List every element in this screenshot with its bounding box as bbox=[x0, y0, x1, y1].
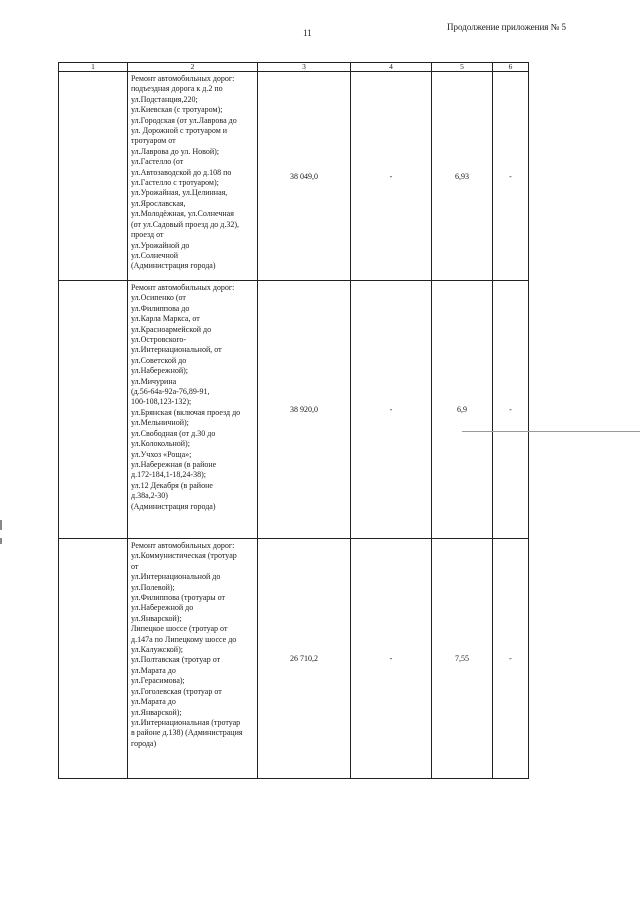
scan-edge-mark bbox=[0, 538, 2, 544]
continuation-caption: Продолжение приложения № 5 bbox=[447, 22, 567, 32]
table-row bbox=[59, 539, 529, 779]
description-line: ул.Марата до bbox=[131, 665, 176, 675]
description-line: ул.Набережной); bbox=[131, 366, 189, 376]
description-line: подъездная дорога к д.2 по bbox=[131, 84, 223, 94]
description-line: (от ул.Садовый проезд до д.32), bbox=[131, 219, 240, 229]
col4-value: - bbox=[351, 281, 432, 539]
length-value: 7,55 bbox=[432, 539, 493, 779]
description-line: в районе д.138) (Администрация bbox=[131, 728, 243, 738]
description-line: д.38а,2-30) bbox=[131, 491, 168, 501]
column-number: 4 bbox=[351, 63, 432, 72]
description-line: ул.Полтавская (тротуар от bbox=[131, 655, 221, 665]
description-line: ул.Автозаводской до д.108 по bbox=[131, 167, 232, 177]
description-line: ул.Филиппова (тротуары от bbox=[131, 593, 226, 603]
column-number-row bbox=[59, 63, 529, 72]
description-line: ул.Красноармейской до bbox=[131, 324, 212, 334]
description-line: ул.Полевой); bbox=[131, 582, 175, 592]
description-line: ул.Набережной до bbox=[131, 603, 194, 613]
row-cell-empty bbox=[59, 72, 128, 281]
description-line: ул.Январской); bbox=[131, 613, 182, 623]
description-line: ул.Урожайная, ул.Целинная, bbox=[131, 188, 228, 198]
col4-value: - bbox=[351, 539, 432, 779]
col6-value: - bbox=[493, 539, 529, 779]
description-line: ул.Мичурина bbox=[131, 376, 177, 386]
column-number: 5 bbox=[432, 63, 493, 72]
description-line: ул.Интернациональной до bbox=[131, 572, 221, 582]
description-line: ул.Интернациональная (тротуар bbox=[131, 717, 241, 727]
description-line: ул.Карла Маркса, от bbox=[131, 314, 200, 324]
scan-edge-mark bbox=[0, 520, 2, 530]
description-line: ул.Осипенко (от bbox=[131, 293, 186, 303]
description-line: ул.Городская (от ул.Лаврова до bbox=[131, 115, 237, 125]
work-description bbox=[128, 72, 258, 281]
table-row bbox=[59, 281, 529, 539]
description-line: от bbox=[131, 561, 139, 571]
col4-value: - bbox=[351, 72, 432, 281]
column-number: 1 bbox=[59, 63, 128, 72]
column-number: 6 bbox=[493, 63, 529, 72]
description-line: Ремонт автомобильных дорог: bbox=[131, 541, 235, 550]
description-line: ул.Коммунистическая (тротуар bbox=[131, 551, 237, 561]
amount-value: 26 710,2 bbox=[258, 539, 351, 779]
table-row bbox=[59, 72, 529, 281]
length-value: 6,9 bbox=[432, 281, 493, 539]
description-line: города) bbox=[131, 738, 157, 748]
description-line: ул.Марата до bbox=[131, 697, 176, 707]
description-line: ул.Учхоз «Роща»; bbox=[131, 449, 192, 459]
row-cell-empty bbox=[59, 539, 128, 779]
description-line: ул.Молодёжная, ул.Солнечная bbox=[131, 209, 234, 219]
description-line: ул.Подстанция,220; bbox=[131, 94, 198, 104]
description-line: Ремонт автомобильных дорог: bbox=[131, 74, 235, 83]
description-line: ул. Дорожной с тротуаром и bbox=[131, 126, 228, 136]
description-line: ул.12 Декабря (в районе bbox=[131, 480, 213, 490]
page-number: 11 bbox=[303, 28, 312, 38]
description-line: 100-108,123-132); bbox=[131, 397, 192, 407]
description-line: ул.Солнечной bbox=[131, 250, 179, 260]
description-line: ул.Свободная (от д.30 до bbox=[131, 428, 216, 438]
col6-value: - bbox=[493, 72, 529, 281]
description-line: ул.Интернациональной, от bbox=[131, 345, 222, 355]
description-line: тротуаром от bbox=[131, 136, 176, 146]
amount-value: 38 049,0 bbox=[258, 72, 351, 281]
description-line: ул.Мельничной); bbox=[131, 418, 189, 428]
amount-value: 38 920,0 bbox=[258, 281, 351, 539]
description-line: ул.Колокольной); bbox=[131, 439, 190, 449]
description-line: д.147а по Липецкому шоссе до bbox=[131, 634, 237, 644]
description-line: Липецкое шоссе (тротуар от bbox=[131, 624, 228, 634]
description-line: ул.Урожайной до bbox=[131, 240, 190, 250]
work-description bbox=[128, 281, 258, 539]
work-description bbox=[128, 539, 258, 779]
description-line: (Администрация города) bbox=[131, 261, 216, 271]
description-line: (д.56-64а-92а-76,89-91, bbox=[131, 387, 210, 397]
description-line: ул.Набережная (в районе bbox=[131, 459, 217, 469]
description-line: ул.Лаврова до ул. Новой); bbox=[131, 146, 219, 156]
description-line: ул.Гастелло (от bbox=[131, 157, 184, 167]
length-value: 6,93 bbox=[432, 72, 493, 281]
description-line: (Администрация города) bbox=[131, 501, 216, 511]
col6-value: - bbox=[493, 281, 529, 539]
description-line: ул.Ярославская, bbox=[131, 198, 186, 208]
appendix-table bbox=[58, 62, 529, 779]
column-number: 3 bbox=[258, 63, 351, 72]
description-line: Ремонт автомобильных дорог: bbox=[131, 283, 235, 292]
description-line: ул.Январской); bbox=[131, 707, 182, 717]
description-line: ул.Киевская (с тротуаром); bbox=[131, 105, 223, 115]
description-line: ул.Герасимова); bbox=[131, 676, 185, 686]
description-line: ул.Советской до bbox=[131, 355, 187, 365]
description-line: ул.Калужской); bbox=[131, 645, 183, 655]
description-line: ул.Брянская (включая проезд до bbox=[131, 407, 241, 417]
description-line: ул.Островского- bbox=[131, 335, 187, 345]
description-line: ул.Гастелло с тротуаром); bbox=[131, 178, 219, 188]
column-number: 2 bbox=[128, 63, 258, 72]
row-cell-empty bbox=[59, 281, 128, 539]
description-line: д.172-184,1-18,24-38); bbox=[131, 470, 206, 480]
scan-edge-line bbox=[462, 431, 640, 432]
description-line: проезд от bbox=[131, 230, 164, 240]
description-line: ул.Филиппова до bbox=[131, 303, 190, 313]
description-line: ул.Гоголевская (тротуар от bbox=[131, 686, 222, 696]
